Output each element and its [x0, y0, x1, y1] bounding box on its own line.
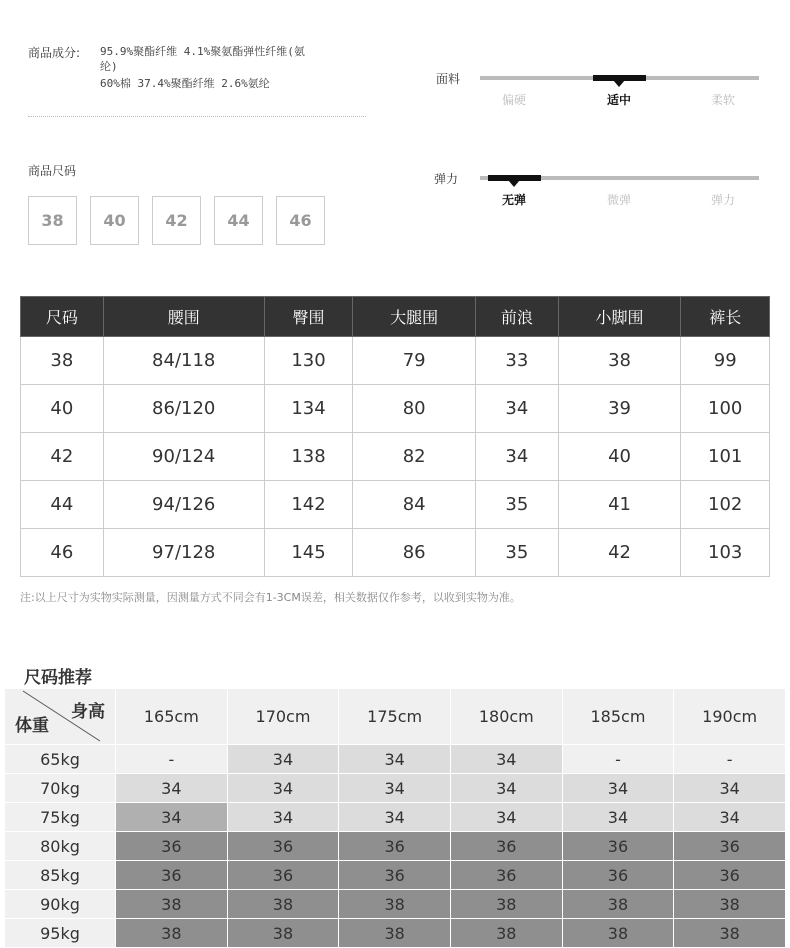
table-row [21, 337, 770, 385]
height-header: 190cm [674, 689, 786, 745]
recommendation-row [5, 774, 786, 803]
size-label: 商品尺码 [28, 164, 77, 178]
height-header: 165cm [116, 689, 228, 745]
recommendation-row [5, 890, 786, 919]
table-cell: 142 [264, 481, 353, 529]
table-cell: 46 [21, 529, 104, 577]
table-row [21, 529, 770, 577]
height-header: 175cm [339, 689, 451, 745]
recommendation-row [5, 832, 786, 861]
table-cell: 42 [558, 529, 681, 577]
recommendation-cell: 38 [450, 919, 562, 948]
table-cell: 79 [353, 337, 476, 385]
table-cell: 33 [476, 337, 559, 385]
weight-label: 95kg [5, 919, 116, 948]
size-table [20, 296, 770, 577]
recommendation-row [5, 861, 786, 890]
recommendation-cell: 38 [116, 919, 228, 948]
recommendation-row [5, 745, 786, 774]
recommendation-cell: 38 [450, 890, 562, 919]
composition-line-2: 纶) [100, 60, 118, 73]
recommendation-cell: 34 [562, 774, 674, 803]
recommendation-cell: 38 [116, 890, 228, 919]
weight-label: 65kg [5, 745, 116, 774]
recommendation-cell: 36 [339, 861, 451, 890]
stretch-option-slight: 微弹 [606, 193, 631, 207]
table-cell: 38 [558, 337, 681, 385]
recommendation-cell: 36 [227, 832, 339, 861]
recommendation-cell: 36 [116, 861, 228, 890]
recommendation-cell: 34 [339, 774, 451, 803]
stretch-slider-pointer-icon [508, 180, 520, 187]
recommendation-cell: 36 [450, 832, 562, 861]
size-option-46[interactable]: 46 [276, 196, 325, 245]
recommendation-cell: 34 [339, 745, 451, 774]
recommendation-cell: 36 [562, 861, 674, 890]
header-thigh: 大腿围 [353, 297, 476, 337]
table-cell: 86 [353, 529, 476, 577]
recommendation-cell: 38 [339, 919, 451, 948]
table-cell: 84 [353, 481, 476, 529]
table-row [21, 433, 770, 481]
table-cell: 35 [476, 529, 559, 577]
recommendation-cell: 36 [450, 861, 562, 890]
header-length: 裤长 [681, 297, 770, 337]
weight-label: 70kg [5, 774, 116, 803]
table-cell: 97/128 [103, 529, 264, 577]
recommendation-cell: 36 [674, 832, 786, 861]
fabric-option-hard: 偏硬 [501, 93, 526, 107]
table-cell: 99 [681, 337, 770, 385]
recommendation-cell: 34 [116, 803, 228, 832]
recommendation-cell: 38 [227, 890, 339, 919]
corner-height-label: 身高 [71, 702, 105, 722]
recommendation-cell: - [674, 745, 786, 774]
header-leg-opening: 小脚围 [558, 297, 681, 337]
size-option-44[interactable]: 44 [214, 196, 263, 245]
recommendation-cell: 34 [562, 803, 674, 832]
header-hip: 臀围 [264, 297, 353, 337]
table-cell: 42 [21, 433, 104, 481]
header-front-rise: 前浪 [476, 297, 559, 337]
table-cell: 130 [264, 337, 353, 385]
table-cell: 102 [681, 481, 770, 529]
table-cell: 145 [264, 529, 353, 577]
table-cell: 84/118 [103, 337, 264, 385]
size-option-42[interactable]: 42 [152, 196, 201, 245]
weight-label: 75kg [5, 803, 116, 832]
recommendation-table [4, 688, 786, 948]
recommendation-cell: - [116, 745, 228, 774]
recommendation-cell: 36 [562, 832, 674, 861]
recommendation-cell: 38 [562, 919, 674, 948]
recommendation-cell: 34 [674, 774, 786, 803]
stretch-slider-title: 弹力 [434, 172, 459, 186]
fabric-option-soft: 柔软 [710, 93, 735, 107]
recommendation-cell: 38 [339, 890, 451, 919]
recommendation-cell: 34 [227, 774, 339, 803]
table-cell: 94/126 [103, 481, 264, 529]
table-cell: 39 [558, 385, 681, 433]
measurement-note: 注:以上尺寸为实物实际测量，因测量方式不同会有1-3CM误差，相关数据仅作参考，以收到实物为准。 [20, 591, 521, 604]
recommendation-cell: 36 [674, 861, 786, 890]
fabric-slider-pointer-icon [613, 80, 625, 87]
recommendation-title: 尺码推荐 [24, 668, 92, 688]
table-cell: 103 [681, 529, 770, 577]
recommendation-cell: 34 [227, 745, 339, 774]
weight-label: 85kg [5, 861, 116, 890]
table-cell: 41 [558, 481, 681, 529]
recommendation-cell: 36 [339, 832, 451, 861]
table-cell: 138 [264, 433, 353, 481]
height-header: 185cm [562, 689, 674, 745]
weight-label: 80kg [5, 832, 116, 861]
fabric-slider-title: 面料 [436, 72, 461, 86]
table-row [21, 385, 770, 433]
recommendation-cell: 34 [674, 803, 786, 832]
size-option-40[interactable]: 40 [90, 196, 139, 245]
table-cell: 134 [264, 385, 353, 433]
recommendation-cell: - [562, 745, 674, 774]
height-header: 170cm [227, 689, 339, 745]
table-cell: 40 [21, 385, 104, 433]
table-row [21, 481, 770, 529]
table-cell: 40 [558, 433, 681, 481]
weight-label: 90kg [5, 890, 116, 919]
table-cell: 34 [476, 385, 559, 433]
table-cell: 80 [353, 385, 476, 433]
header-size: 尺码 [21, 297, 104, 337]
size-option-38[interactable]: 38 [28, 196, 77, 245]
table-cell: 35 [476, 481, 559, 529]
recommendation-cell: 38 [227, 919, 339, 948]
table-cell: 90/124 [103, 433, 264, 481]
stretch-option-none: 无弹 [501, 193, 526, 207]
recommendation-cell: 34 [339, 803, 451, 832]
recommendation-cell: 38 [674, 890, 786, 919]
recommendation-cell: 36 [227, 861, 339, 890]
table-cell: 100 [681, 385, 770, 433]
height-header: 180cm [450, 689, 562, 745]
recommendation-cell: 34 [450, 803, 562, 832]
table-cell: 101 [681, 433, 770, 481]
recommendation-cell: 38 [562, 890, 674, 919]
divider [28, 116, 366, 117]
recommendation-cell: 34 [450, 774, 562, 803]
table-cell: 38 [21, 337, 104, 385]
composition-line-3: 60%棉 37.4%聚酯纤维 2.6%氨纶 [100, 77, 270, 90]
corner-cell [5, 689, 116, 745]
fabric-option-medium: 适中 [606, 93, 631, 107]
recommendation-cell: 34 [227, 803, 339, 832]
table-cell: 82 [353, 433, 476, 481]
table-cell: 86/120 [103, 385, 264, 433]
table-cell: 34 [476, 433, 559, 481]
table-cell: 44 [21, 481, 104, 529]
recommendation-header-row [5, 689, 786, 745]
header-waist: 腰围 [103, 297, 264, 337]
size-table-header-row [21, 297, 770, 337]
composition-line-1: 95.9%聚酯纤维 4.1%聚氨酯弹性纤维(氨 [100, 45, 305, 58]
recommendation-cell: 34 [450, 745, 562, 774]
corner-weight-label: 体重 [15, 716, 49, 736]
recommendation-cell: 36 [116, 832, 228, 861]
recommendation-row [5, 803, 786, 832]
recommendation-cell: 34 [116, 774, 228, 803]
recommendation-cell: 38 [674, 919, 786, 948]
stretch-option-stretch: 弹力 [710, 193, 735, 207]
composition-label: 商品成分: [28, 46, 81, 60]
recommendation-row [5, 919, 786, 948]
